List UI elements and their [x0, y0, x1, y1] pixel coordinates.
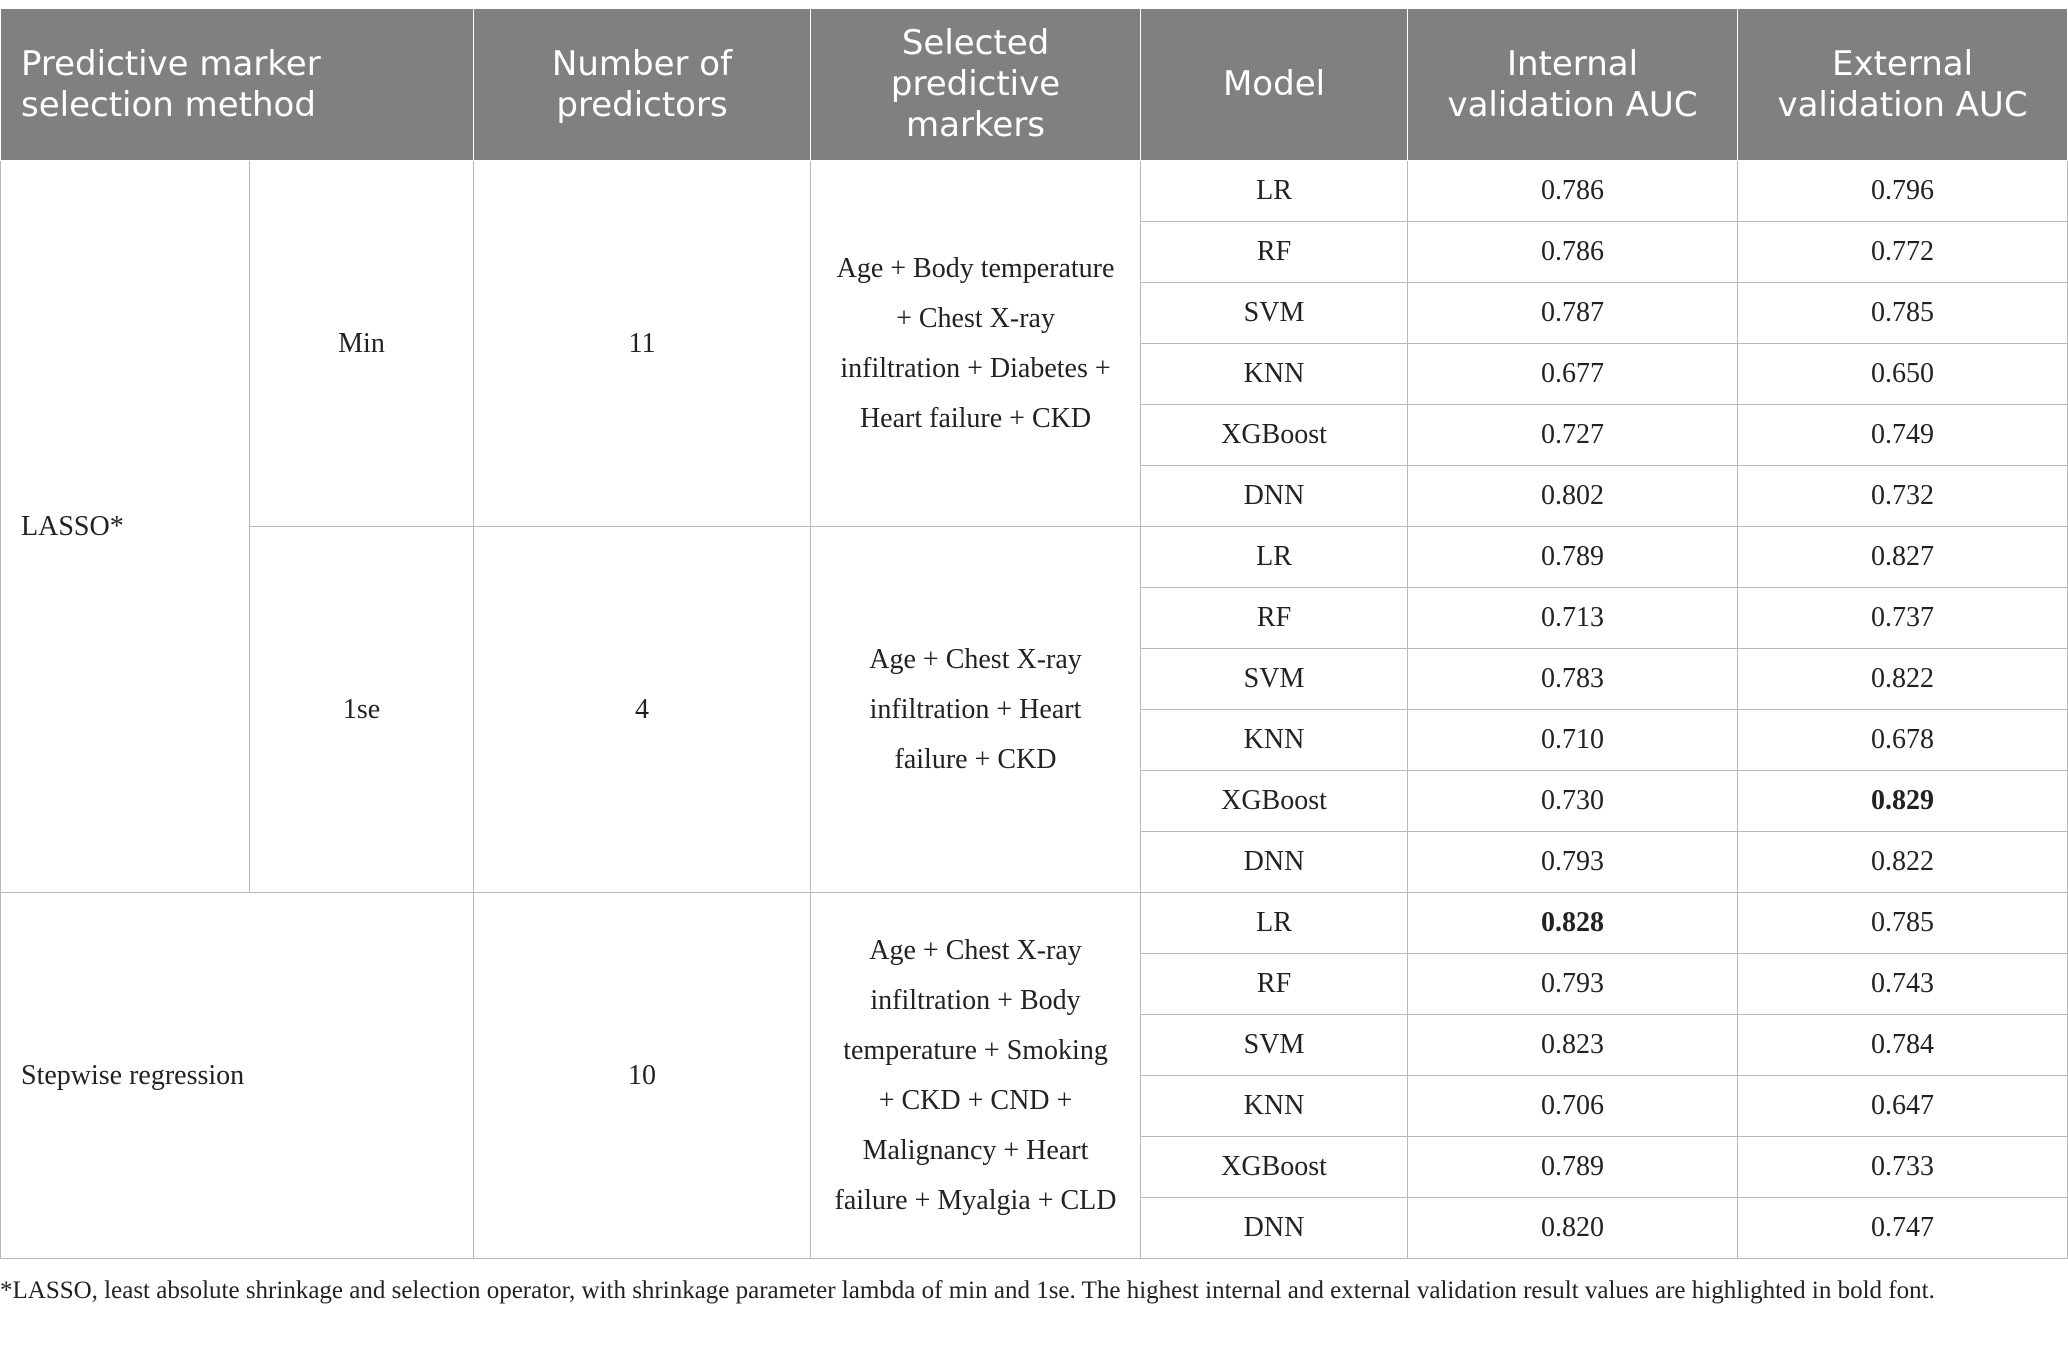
model-cell: KNN: [1141, 710, 1408, 771]
external-auc-cell: 0.732: [1738, 466, 2068, 527]
marker-line: temperature + Smoking: [843, 1034, 1108, 1066]
internal-auc-cell: 0.727: [1408, 405, 1738, 466]
external-auc-cell: 0.822: [1738, 832, 2068, 893]
markers-cell: [811, 893, 1141, 1259]
model-cell: RF: [1141, 954, 1408, 1015]
internal-auc-cell: 0.793: [1408, 832, 1738, 893]
model-cell: RF: [1141, 588, 1408, 649]
lambda-cell: Min: [250, 161, 474, 527]
internal-auc-cell: 0.710: [1408, 710, 1738, 771]
results-table-container: [0, 8, 2068, 1259]
internal-auc-cell: 0.786: [1408, 161, 1738, 222]
internal-auc-cell: 0.677: [1408, 344, 1738, 405]
method-cell: LASSO*: [1, 161, 250, 893]
internal-auc-cell: 0.789: [1408, 527, 1738, 588]
external-auc-cell: 0.785: [1738, 283, 2068, 344]
external-auc-cell: 0.737: [1738, 588, 2068, 649]
external-auc-cell: 0.747: [1738, 1198, 2068, 1259]
num-predictors-cell: 10: [474, 893, 811, 1259]
model-cell: LR: [1141, 527, 1408, 588]
internal-auc-cell: 0.793: [1408, 954, 1738, 1015]
marker-line: failure + CKD: [894, 743, 1057, 775]
external-auc-cell: 0.827: [1738, 527, 2068, 588]
external-auc-cell: 0.822: [1738, 649, 2068, 710]
table-footnote: *LASSO, least absolute shrinkage and selection operator, with shrinkage parameter lambda of min and 1se. The highest internal and external validation result values are highlighted in bold font.: [0, 1277, 1935, 1304]
external-auc-cell: 0.784: [1738, 1015, 2068, 1076]
model-cell: DNN: [1141, 466, 1408, 527]
markers-cell: [811, 527, 1141, 893]
lambda-cell: 1se: [250, 527, 474, 893]
marker-line: Heart failure + CKD: [859, 402, 1092, 434]
internal-auc-cell: 0.828: [1408, 893, 1738, 954]
external-auc-cell: 0.785: [1738, 893, 2068, 954]
internal-auc-cell: 0.783: [1408, 649, 1738, 710]
model-cell: LR: [1141, 161, 1408, 222]
header-row: [1, 9, 2068, 161]
internal-auc-cell: 0.802: [1408, 466, 1738, 527]
internal-auc-cell: 0.730: [1408, 771, 1738, 832]
marker-line: Age + Chest X-ray: [869, 934, 1082, 966]
model-cell: SVM: [1141, 283, 1408, 344]
internal-auc-cell: 0.823: [1408, 1015, 1738, 1076]
table-row: [1, 893, 2068, 954]
external-auc-cell: 0.678: [1738, 710, 2068, 771]
markers-cell: [811, 161, 1141, 527]
marker-line: + Chest X-ray: [896, 302, 1055, 334]
marker-line: Age + Chest X-ray: [869, 643, 1082, 675]
model-cell: LR: [1141, 893, 1408, 954]
marker-line: Malignancy + Heart: [862, 1134, 1089, 1166]
header-external-auc: External validation AUC: [1738, 9, 2068, 161]
header-model: Model: [1141, 9, 1408, 161]
internal-auc-cell: 0.787: [1408, 283, 1738, 344]
external-auc-cell: 0.733: [1738, 1137, 2068, 1198]
internal-auc-cell: 0.786: [1408, 222, 1738, 283]
marker-line: infiltration + Body: [870, 984, 1081, 1016]
table-body: [1, 161, 2068, 1259]
model-cell: KNN: [1141, 1076, 1408, 1137]
marker-line: + CKD + CND +: [878, 1084, 1073, 1116]
marker-line: infiltration + Heart: [869, 693, 1082, 725]
header-method: Predictive marker selection method: [1, 9, 474, 161]
model-cell: XGBoost: [1141, 1137, 1408, 1198]
external-auc-cell: 0.796: [1738, 161, 2068, 222]
marker-line: failure + Myalgia + CLD: [834, 1184, 1117, 1216]
model-cell: DNN: [1141, 832, 1408, 893]
model-cell: KNN: [1141, 344, 1408, 405]
model-cell: RF: [1141, 222, 1408, 283]
method-cell: Stepwise regression: [1, 893, 474, 1259]
results-table: [0, 8, 2068, 1259]
internal-auc-cell: 0.706: [1408, 1076, 1738, 1137]
internal-auc-cell: 0.789: [1408, 1137, 1738, 1198]
model-cell: SVM: [1141, 649, 1408, 710]
marker-line: infiltration + Diabetes +: [840, 352, 1111, 384]
num-predictors-cell: 4: [474, 527, 811, 893]
internal-auc-cell: 0.713: [1408, 588, 1738, 649]
external-auc-cell: 0.772: [1738, 222, 2068, 283]
external-auc-cell: 0.650: [1738, 344, 2068, 405]
table-row: [1, 161, 2068, 222]
model-cell: DNN: [1141, 1198, 1408, 1259]
model-cell: SVM: [1141, 1015, 1408, 1076]
marker-line: Age + Body temperature: [836, 252, 1115, 284]
external-auc-cell: 0.829: [1738, 771, 2068, 832]
num-predictors-cell: 11: [474, 161, 811, 527]
header-num-predictors: Number of predictors: [474, 9, 811, 161]
model-cell: XGBoost: [1141, 771, 1408, 832]
header-internal-auc: Internal validation AUC: [1408, 9, 1738, 161]
table-row: [1, 527, 2068, 588]
header-markers: Selected predictive markers: [811, 9, 1141, 161]
external-auc-cell: 0.743: [1738, 954, 2068, 1015]
external-auc-cell: 0.749: [1738, 405, 2068, 466]
model-cell: XGBoost: [1141, 405, 1408, 466]
internal-auc-cell: 0.820: [1408, 1198, 1738, 1259]
external-auc-cell: 0.647: [1738, 1076, 2068, 1137]
